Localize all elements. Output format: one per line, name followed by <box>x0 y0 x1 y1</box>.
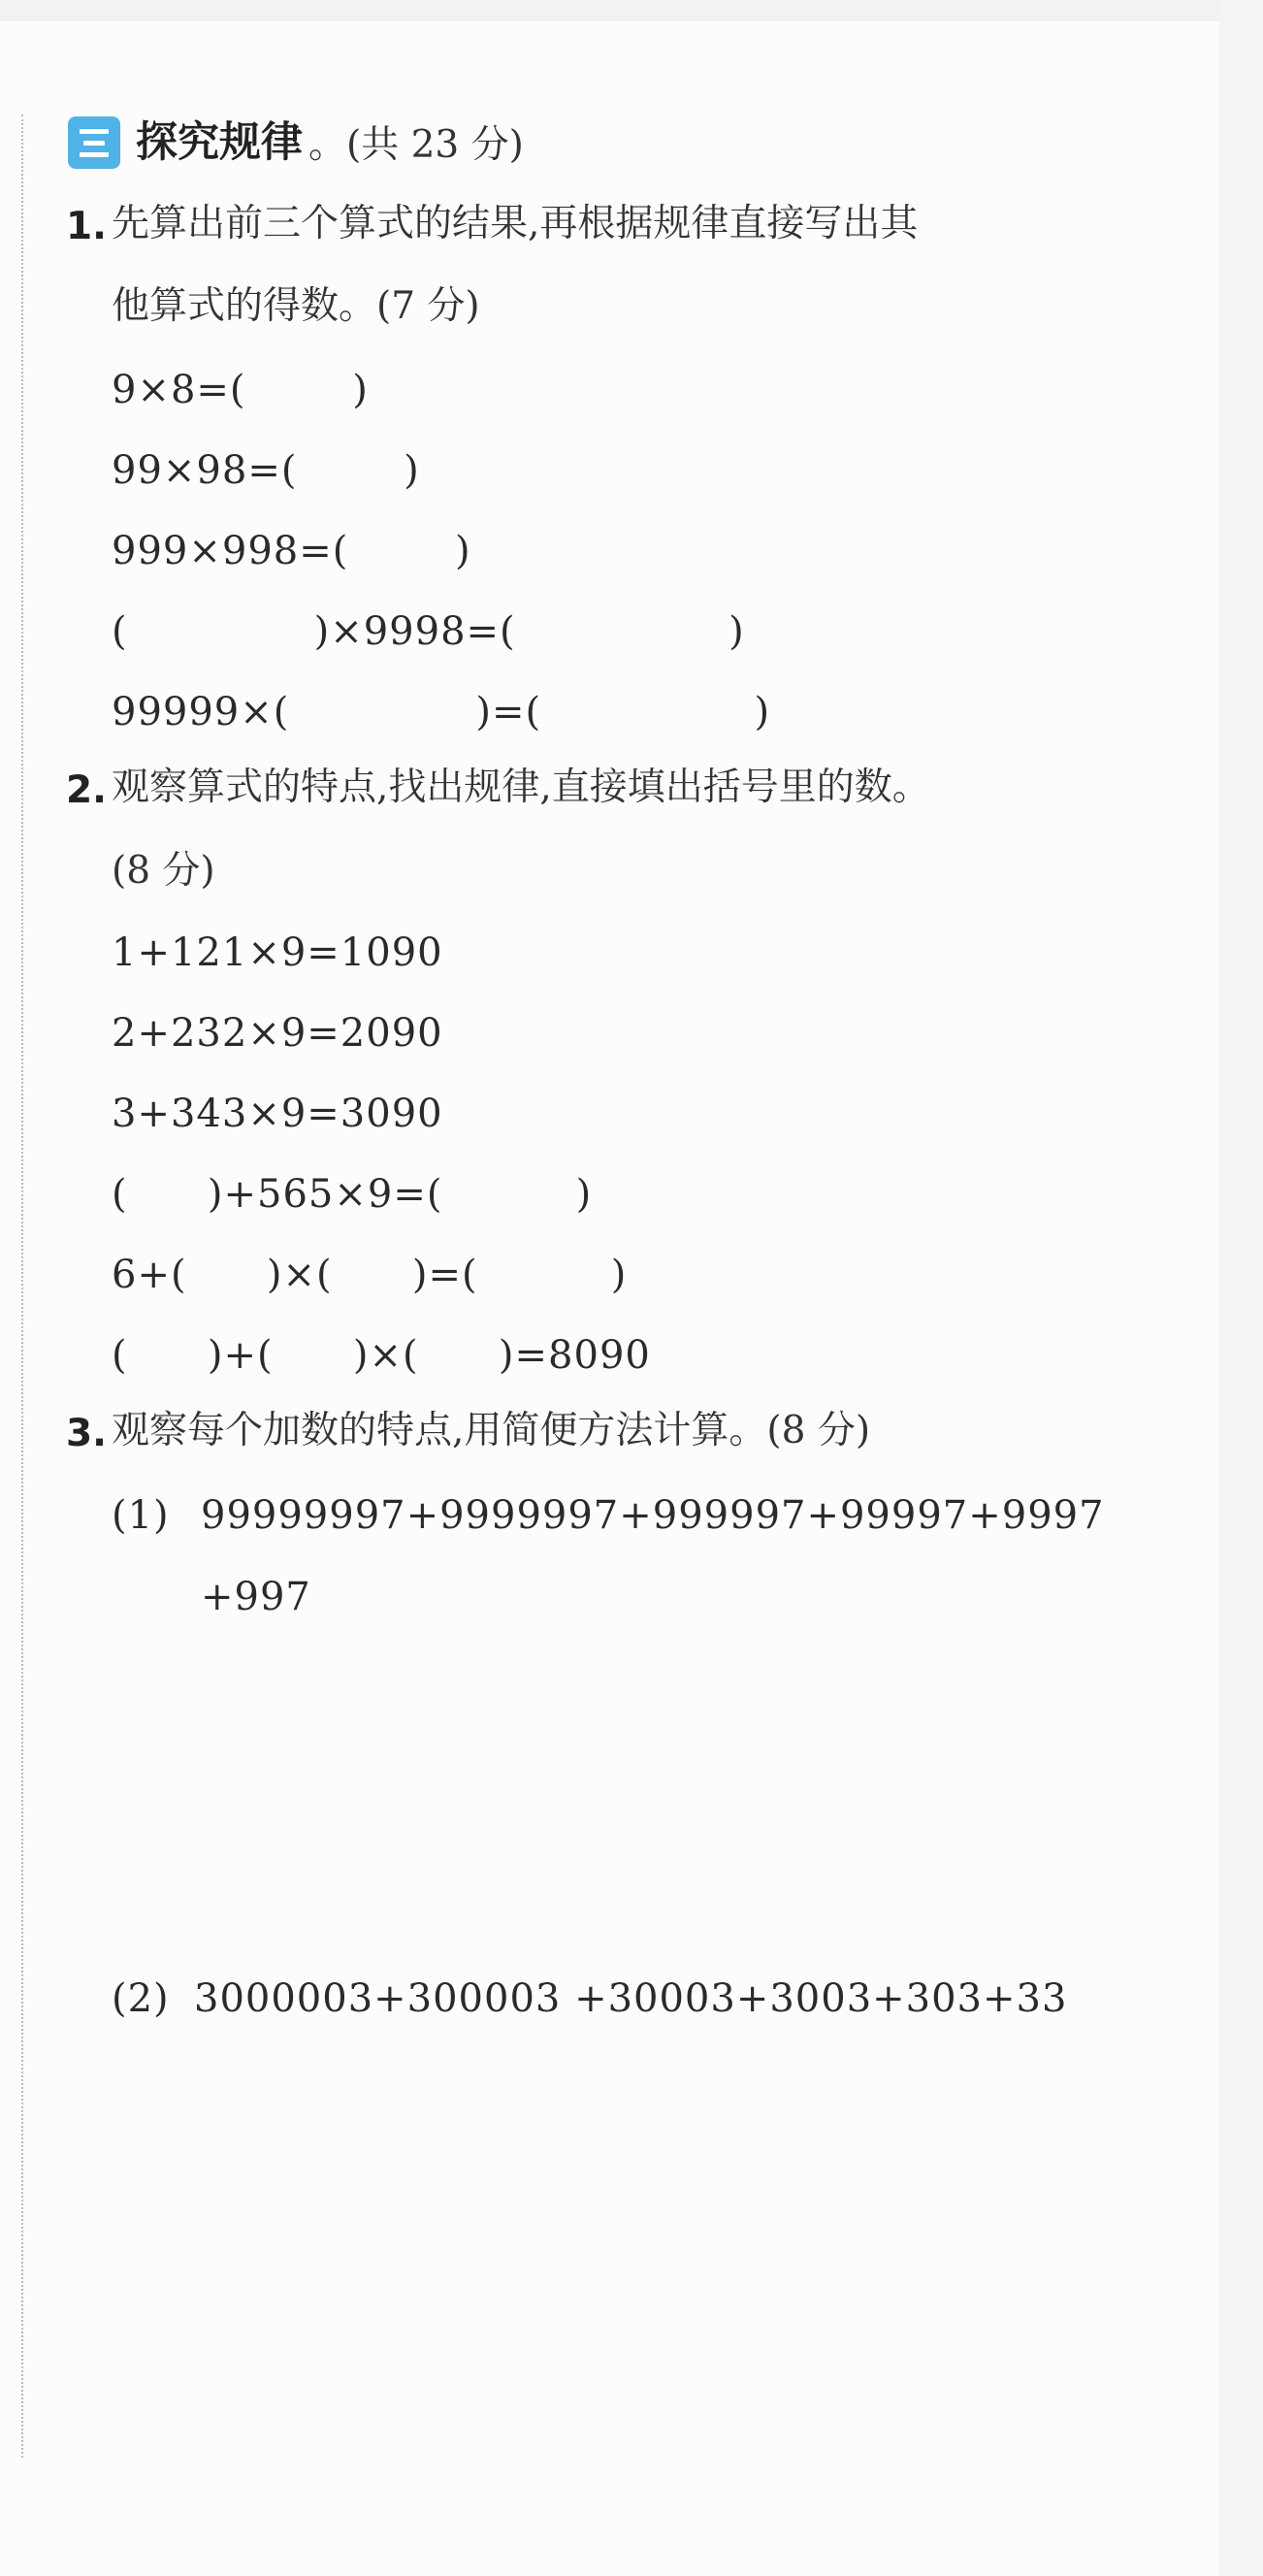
q1-text-line1: 先算出前三个算式的结果,再根据规律直接写出其 <box>112 202 919 245</box>
q2-text-line2: (8 分) <box>112 849 215 893</box>
badge-bar-middle <box>83 141 105 146</box>
badge-bar-top <box>80 129 109 134</box>
q1-equation-2: 99×98=( ) <box>112 448 420 493</box>
q2-number: 2. <box>66 768 107 812</box>
q3-part1-expression-cont: +997 <box>201 1575 311 1619</box>
q1-text-line2: 他算式的得数。(7 分) <box>112 284 480 328</box>
q2-equation-2: 2+232×9=2090 <box>112 1011 443 1056</box>
section-three-icon <box>68 116 120 169</box>
q3-number: 3. <box>66 1412 107 1455</box>
top-margin <box>0 0 1263 21</box>
q2-equation-5: 6+( )×( )=( ) <box>112 1253 628 1297</box>
q1-equation-4: ( )×9998=( ) <box>112 609 745 654</box>
q2-text-line1: 观察算式的特点,找出规律,直接填出括号里的数。 <box>112 766 930 809</box>
q2-equation-6: ( )+( )×( )=8090 <box>112 1333 651 1378</box>
q2-equation-3: 3+343×9=3090 <box>112 1092 443 1136</box>
section-score: 。(共 23 分) <box>308 123 524 167</box>
q1-equation-3: 999×998=( ) <box>112 529 471 573</box>
section-title: 探究规律 <box>136 118 303 167</box>
q3-part2-expression: 3000003+300003 +30003+3003+303+33 <box>194 1976 1068 2021</box>
q2-equation-1: 1+121×9=1090 <box>112 930 443 975</box>
q1-equation-1: 9×8=( ) <box>112 368 369 412</box>
q3-part2-label: (2) <box>112 1976 170 2021</box>
q3-part1-expression: 99999997+9999997+999997+99997+9997 <box>201 1493 1105 1538</box>
q1-number: 1. <box>66 205 107 248</box>
badge-bar-bottom <box>80 152 109 157</box>
q1-equation-5: 99999×( )=( ) <box>112 690 771 734</box>
q3-text: 观察每个加数的特点,用简便方法计算。(8 分) <box>112 1409 871 1452</box>
q3-part1-label: (1) <box>112 1493 170 1538</box>
binding-dotted-line <box>21 114 23 2458</box>
right-margin <box>1219 0 1263 2576</box>
q2-equation-4: ( )+565×9=( ) <box>112 1172 593 1217</box>
